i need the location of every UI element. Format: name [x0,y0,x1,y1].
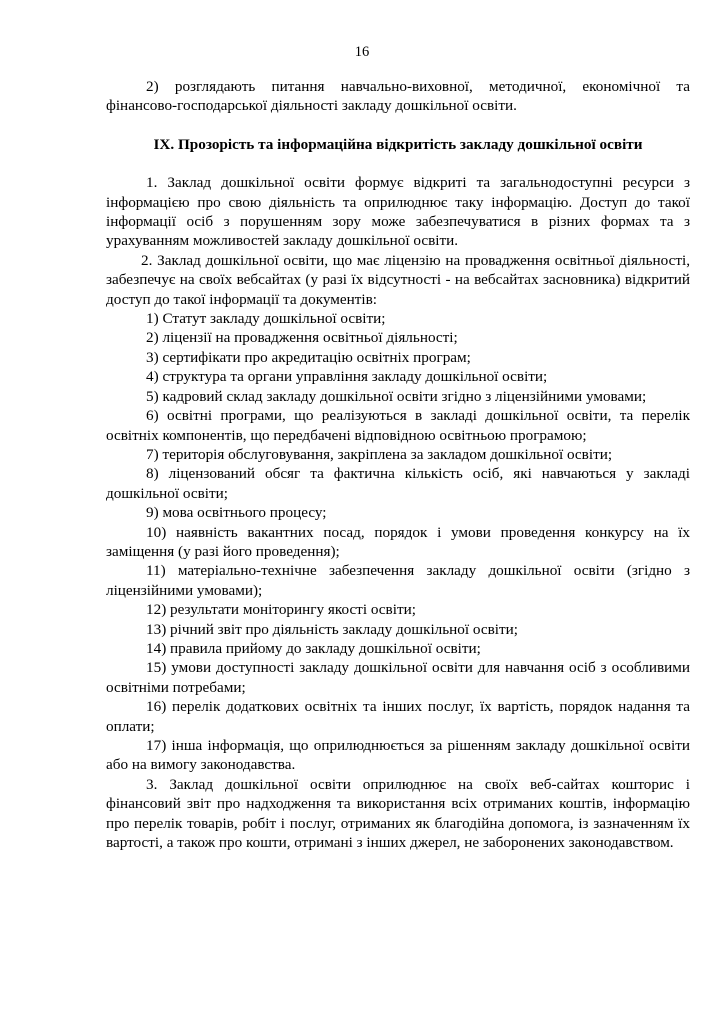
list-item: 11) матеріально-технічне забезпечення закладу дошкільної освіти (згідно з ліцензійними умовами); [106,562,690,599]
paragraph-2: 2. Заклад дошкільної освіти, що має ліцензію на провадження освітньої діяльності, забезпечує на своїх вебсайтах (у разі їх відсутності - на вебсайтах засновника) відкритий доступ до такої інформації та документів: [106,251,690,308]
paragraph-3: 3. Заклад дошкільної освіти оприлюднює на своїх веб-сайтах кошторис і фінансовий звіт про надходження та використання всіх отриманих коштів, інформацію про перелік товарів, робіт і послуг, отриманих як благодійна допомога, із зазначенням їх вартості, а також про кошти, отримані з інших джерел, не заборонених законодавством. [106,775,690,852]
list-item: 17) інша інформація, що оприлюднюється за рішенням закладу дошкільної освіти або на вимогу законодавства. [106,737,690,774]
page-number: 16 [354,44,370,60]
section-heading: IX. Прозорість та інформаційна відкритість закладу дошкільної освіти [153,135,643,153]
list-item: 3) сертифікати про акредитацію освітніх програм; [146,348,471,366]
list-item: 6) освітні програми, що реалізуються в закладі дошкільної освіти, та перелік освітніх компонентів, що передбачені відповідною освітньою програмою; [106,407,690,444]
list-item: 7) територія обслуговування, закріплена за закладом дошкільної освіти; [146,445,613,463]
list-item: 5) кадровий склад закладу дошкільної освіти згідно з ліцензійними умовами; [146,387,647,405]
document-body [106,77,690,852]
list-item: 9) мова освітнього процесу; [146,504,327,522]
list-item: 10) наявність вакантних посад, порядок і умови проведення конкурсу на їх заміщення (у разі його проведення); [106,523,690,560]
list-item: 12) результати моніторингу якості освіти; [146,601,416,619]
list-item: 16) перелік додаткових освітніх та інших послуг, їх вартість, порядок надання та оплати; [106,698,690,735]
list-item: 14) правила прийому до закладу дошкільної освіти; [146,639,481,657]
document-list [106,309,690,775]
list-item: 2) ліцензії на провадження освітньої діяльності; [146,329,458,347]
list-item: 8) ліцензований обсяг та фактична кількість осіб, які навчаються у закладі дошкільної освіти; [106,465,690,502]
intro-list-item: 2) розглядають питання навчально-виховної, методичної, економічної та фінансово-господарської діяльності закладу дошкільної освіти. [106,78,690,115]
list-item: 15) умови доступності закладу дошкільної освіти для навчання осіб з особливими освітніми потребами; [106,659,690,696]
list-item: 13) річний звіт про діяльність закладу дошкільної освіти; [146,620,518,638]
list-item: 4) структура та органи управління закладу дошкільної освіти; [146,368,548,386]
paragraph-1: 1. Заклад дошкільної освіти формує відкриті та загальнодоступні ресурси з інформацією про свою діяльність та оприлюднює таку інформацію. Доступ до такої інформації осіб з порушенням зору може забезпечуватися в різних формах та з урахуванням можливостей закладу дошкільної освіти. [106,174,690,250]
list-item: 1) Статут закладу дошкільної освіти; [146,310,386,328]
